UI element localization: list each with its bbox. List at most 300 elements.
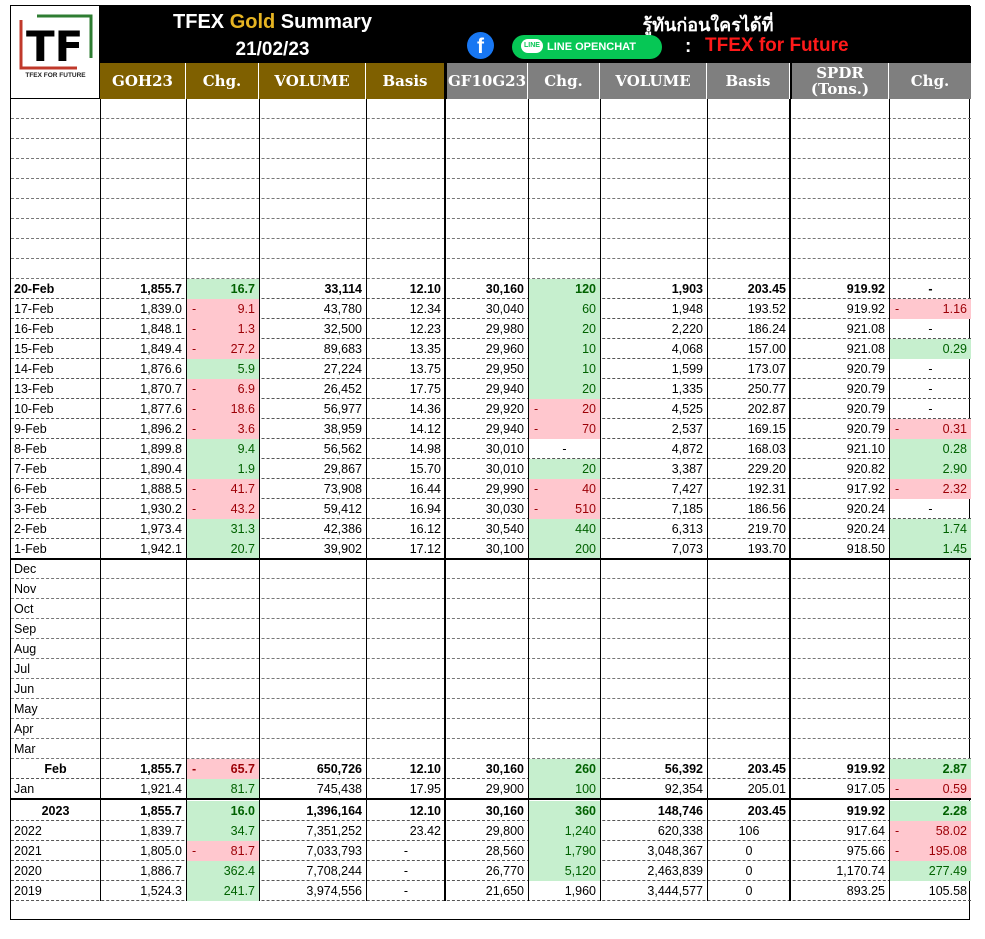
table-row xyxy=(11,279,971,299)
goh-change-value: 27.2 xyxy=(230,342,255,356)
goh-volume: 42,386 xyxy=(323,522,362,536)
spdr-tons: 921.08 xyxy=(846,342,885,356)
goh-basis: 13.75 xyxy=(409,362,441,376)
spdr-change-value: 58.02 xyxy=(935,824,967,838)
gf-change xyxy=(529,399,600,419)
row-label: 17-Feb xyxy=(14,302,54,316)
spdr-change xyxy=(890,299,971,319)
goh-price: 1,899.8 xyxy=(140,442,182,456)
goh-basis: - xyxy=(403,844,409,858)
table-row xyxy=(11,821,971,841)
minus-sign: - xyxy=(534,502,539,516)
row-label: 3-Feb xyxy=(14,502,47,516)
goh-price: 1,805.0 xyxy=(140,844,182,858)
goh-price: 1,848.1 xyxy=(140,322,182,336)
blank-row xyxy=(11,259,971,279)
gf-change xyxy=(529,881,600,901)
col-spdr: SPDR (Tons.) xyxy=(790,63,889,99)
goh-price: 1,855.7 xyxy=(140,762,182,776)
gf-change xyxy=(529,459,600,479)
goh-basis: 14.12 xyxy=(409,422,441,436)
goh-basis: - xyxy=(403,884,409,898)
spdr-tons: 893.25 xyxy=(846,884,885,898)
goh-basis: 16.44 xyxy=(409,482,441,496)
gf-price: 30,160 xyxy=(485,282,524,296)
spdr-change xyxy=(890,881,971,901)
goh-basis: 12.34 xyxy=(409,302,441,316)
gf-change-value: 5,120 xyxy=(564,864,596,878)
blank-row xyxy=(11,679,971,699)
gf-change xyxy=(529,339,600,359)
column-line xyxy=(789,99,791,901)
goh-price: 1,839.7 xyxy=(140,824,182,838)
spdr-change xyxy=(890,841,971,861)
gf-change xyxy=(529,439,600,459)
row-label: 2022 xyxy=(14,824,42,838)
goh-change-value: 9.4 xyxy=(237,442,255,456)
goh-change-value: 31.3 xyxy=(230,522,255,536)
gf-basis: 203.45 xyxy=(747,804,786,818)
minus-sign: - xyxy=(895,844,900,858)
goh-change xyxy=(187,479,259,499)
goh-change xyxy=(187,759,259,779)
spdr-tons: 917.92 xyxy=(846,482,885,496)
gf-volume: 2,537 xyxy=(671,422,703,436)
gf-basis: 169.15 xyxy=(747,422,786,436)
table-row xyxy=(11,459,971,479)
goh-volume: 38,959 xyxy=(323,422,362,436)
goh-change-value: 1.9 xyxy=(237,462,255,476)
goh-change-value: 81.7 xyxy=(230,844,255,858)
spdr-tons: 919.92 xyxy=(846,762,885,776)
goh-price: 1,942.1 xyxy=(140,542,182,556)
gf-basis: 202.87 xyxy=(747,402,786,416)
minus-sign: - xyxy=(895,422,900,436)
gf-volume: 2,463,839 xyxy=(647,864,703,878)
gf-change-value: 20 xyxy=(582,382,596,396)
month-label: Oct xyxy=(14,602,34,616)
gf-basis: 0 xyxy=(745,844,753,858)
spdr-change xyxy=(890,419,971,439)
gf-volume: 7,073 xyxy=(671,542,703,556)
title-suffix: Summary xyxy=(275,11,372,33)
goh-volume: 26,452 xyxy=(323,382,362,396)
goh-change-value: 16.7 xyxy=(230,282,255,296)
row-label: 14-Feb xyxy=(14,362,54,376)
gf-change xyxy=(529,379,600,399)
gf-change xyxy=(529,279,600,299)
table-row xyxy=(11,519,971,539)
gf-basis: 106 xyxy=(738,824,760,838)
gf-price: 29,920 xyxy=(485,402,524,416)
gf-price: 30,030 xyxy=(485,502,524,516)
goh-change-value: 362.4 xyxy=(223,864,255,878)
table-row xyxy=(11,359,971,379)
line-label: LINE OPENCHAT xyxy=(547,41,637,53)
spdr-tons: 920.24 xyxy=(846,522,885,536)
row-label: 6-Feb xyxy=(14,482,47,496)
column-headers xyxy=(100,63,971,99)
col-gbasis: Basis xyxy=(707,63,790,99)
minus-sign: - xyxy=(192,322,197,336)
gf-change xyxy=(529,779,600,799)
goh-change xyxy=(187,519,259,539)
line-openchat-badge[interactable] xyxy=(512,35,662,59)
spdr-change xyxy=(890,779,971,799)
logo-letters: TF xyxy=(26,22,84,71)
minus-sign: - xyxy=(192,342,197,356)
gf-basis: 193.70 xyxy=(747,542,786,556)
blank-row xyxy=(11,599,971,619)
spdr-change-value: 2.28 xyxy=(942,804,967,818)
month-label: Nov xyxy=(14,582,37,596)
spdr-tons: 920.79 xyxy=(846,382,885,396)
gf-price: 29,800 xyxy=(485,824,524,838)
goh-volume: 39,902 xyxy=(323,542,362,556)
goh-price: 1,855.7 xyxy=(140,282,182,296)
title-block xyxy=(100,6,445,63)
gf-price: 30,010 xyxy=(485,442,524,456)
gf-price: 30,160 xyxy=(485,804,524,818)
spdr-change xyxy=(890,279,971,299)
gf-change-value: 200 xyxy=(575,542,596,556)
spdr-change xyxy=(890,459,971,479)
gf-basis: 203.45 xyxy=(747,762,786,776)
page-title xyxy=(100,11,445,34)
gf-change-value: 360 xyxy=(575,804,596,818)
blank-row xyxy=(11,639,971,659)
col-spdr-chg: Chg. xyxy=(889,63,971,99)
gf-change xyxy=(529,759,600,779)
spdr-tons: 917.05 xyxy=(846,782,885,796)
goh-change xyxy=(187,299,259,319)
gf-price: 28,560 xyxy=(485,844,524,858)
colon: : xyxy=(685,36,692,57)
column-line xyxy=(259,99,260,901)
blank-row xyxy=(11,559,971,579)
row-label: 20-Feb xyxy=(14,282,55,296)
goh-volume: 27,224 xyxy=(323,362,362,376)
spdr-change-value: 0.31 xyxy=(942,422,967,436)
spdr-change xyxy=(890,339,971,359)
gf-basis: 186.56 xyxy=(747,502,786,516)
goh-change xyxy=(187,539,259,559)
gf-volume: 2,220 xyxy=(671,322,703,336)
minus-sign: - xyxy=(192,762,197,776)
gf-basis: 173.07 xyxy=(747,362,786,376)
goh-change xyxy=(187,399,259,419)
goh-volume: 3,974,556 xyxy=(306,884,362,898)
blank-row xyxy=(11,619,971,639)
col-gf10g23: GF10G23 xyxy=(445,63,528,99)
gf-change-value: 1,960 xyxy=(564,884,596,898)
goh-price: 1,524.3 xyxy=(140,884,182,898)
table-row xyxy=(11,779,971,799)
goh-change xyxy=(187,459,259,479)
spdr-change-value: - xyxy=(928,402,933,416)
facebook-icon[interactable]: f xyxy=(467,32,494,59)
spdr-change-value: 2.90 xyxy=(942,462,967,476)
row-label: 9-Feb xyxy=(14,422,47,436)
gf-change xyxy=(529,539,600,559)
gf-price: 29,980 xyxy=(485,322,524,336)
goh-basis: 23.42 xyxy=(409,824,441,838)
goh-change xyxy=(187,821,259,841)
spdr-change-value: 277.49 xyxy=(928,864,967,878)
column-line xyxy=(366,99,367,901)
row-label: Jan xyxy=(14,782,35,796)
goh-volume: 7,708,244 xyxy=(306,864,362,878)
goh-basis: 16.12 xyxy=(409,522,441,536)
gf-volume: 620,338 xyxy=(657,824,703,838)
logo-text: TFEX FOR FUTURE xyxy=(25,72,86,79)
spdr-tons: 918.50 xyxy=(846,542,885,556)
gf-change xyxy=(529,419,600,439)
spdr-tons: 1,170.74 xyxy=(836,864,885,878)
gf-change-value: 10 xyxy=(582,362,596,376)
blank-row xyxy=(11,739,971,759)
spdr-change xyxy=(890,759,971,779)
goh-volume: 7,033,793 xyxy=(306,844,362,858)
summary-sheet xyxy=(10,5,970,920)
table-row xyxy=(11,479,971,499)
goh-change xyxy=(187,881,259,901)
gf-volume: 1,903 xyxy=(671,282,703,296)
spdr-change-value: 1.16 xyxy=(942,302,967,316)
spdr-change xyxy=(890,519,971,539)
spdr-tons: 919.92 xyxy=(846,804,885,818)
spdr-change-value: 0.29 xyxy=(942,342,967,356)
goh-change-value: 41.7 xyxy=(230,482,255,496)
spdr-change-value: 1.45 xyxy=(942,542,967,556)
minus-sign: - xyxy=(534,482,539,496)
goh-basis: 17.95 xyxy=(409,782,441,796)
gf-price: 29,950 xyxy=(485,362,524,376)
spdr-change xyxy=(890,479,971,499)
minus-sign: - xyxy=(192,302,197,316)
row-label: Feb xyxy=(44,762,67,776)
goh-volume: 29,867 xyxy=(323,462,362,476)
gf-volume: 1,599 xyxy=(671,362,703,376)
gf-change-value: 20 xyxy=(582,462,596,476)
goh-change xyxy=(187,359,259,379)
gf-price: 26,770 xyxy=(485,864,524,878)
col-basis: Basis xyxy=(366,63,445,99)
goh-price: 1,876.6 xyxy=(140,362,182,376)
gf-change-value: 20 xyxy=(582,402,596,416)
gf-change-value: 20 xyxy=(582,322,596,336)
table-row xyxy=(11,299,971,319)
blank-row xyxy=(11,579,971,599)
goh-volume: 59,412 xyxy=(323,502,362,516)
column-line xyxy=(528,99,529,901)
goh-basis: 17.12 xyxy=(409,542,441,556)
spdr-change xyxy=(890,359,971,379)
goh-price: 1,839.0 xyxy=(140,302,182,316)
gf-volume: 148,746 xyxy=(657,804,703,818)
gf-change-value: 100 xyxy=(575,782,596,796)
goh-basis: 13.35 xyxy=(409,342,441,356)
gf-change xyxy=(529,499,600,519)
minus-sign: - xyxy=(192,482,197,496)
gf-price: 29,960 xyxy=(485,342,524,356)
gf-volume: 1,335 xyxy=(671,382,703,396)
month-label: May xyxy=(14,702,38,716)
gf-volume: 56,392 xyxy=(664,762,703,776)
gf-volume: 6,313 xyxy=(671,522,703,536)
goh-volume: 650,726 xyxy=(316,762,362,776)
goh-change xyxy=(187,861,259,881)
spdr-tons: 920.79 xyxy=(846,422,885,436)
gf-change xyxy=(529,359,600,379)
table-row xyxy=(11,439,971,459)
goh-price: 1,855.7 xyxy=(140,804,182,818)
table-row xyxy=(11,539,971,559)
table-row xyxy=(11,399,971,419)
row-label: 2021 xyxy=(14,844,42,858)
spdr-change xyxy=(890,379,971,399)
spdr-tons: 920.79 xyxy=(846,362,885,376)
goh-basis: 12.10 xyxy=(409,282,441,296)
goh-change xyxy=(187,439,259,459)
gf-volume: 92,354 xyxy=(664,782,703,796)
table-row xyxy=(11,379,971,399)
row-label: 2020 xyxy=(14,864,42,878)
spdr-tons: 919.92 xyxy=(846,302,885,316)
month-label: Mar xyxy=(14,742,36,756)
minus-sign: - xyxy=(895,302,900,316)
goh-basis: 16.94 xyxy=(409,502,441,516)
spdr-change-value: 1.74 xyxy=(942,522,967,536)
gf-change-value: 120 xyxy=(575,282,596,296)
minus-sign: - xyxy=(895,482,900,496)
gf-basis: 157.00 xyxy=(747,342,786,356)
table-row xyxy=(11,861,971,881)
column-line xyxy=(186,99,187,901)
goh-volume: 73,908 xyxy=(323,482,362,496)
blank-row xyxy=(11,99,971,119)
channel-name: TFEX for Future xyxy=(705,35,849,56)
gf-basis: 186.24 xyxy=(747,322,786,336)
goh-change-value: 81.7 xyxy=(230,782,255,796)
minus-sign: - xyxy=(192,502,197,516)
spdr-tons: 919.92 xyxy=(846,282,885,296)
goh-change xyxy=(187,801,259,821)
spdr-change-value: - xyxy=(928,362,933,376)
col-gvolume: VOLUME xyxy=(600,63,707,99)
gf-basis: 193.52 xyxy=(747,302,786,316)
blank-row xyxy=(11,139,971,159)
gf-change-value: 1,790 xyxy=(564,844,596,858)
gf-change xyxy=(529,479,600,499)
column-line xyxy=(100,99,101,901)
row-label: 16-Feb xyxy=(14,322,54,336)
gf-change xyxy=(529,299,600,319)
minus-sign: - xyxy=(895,824,900,838)
goh-change-value: 9.1 xyxy=(237,302,255,316)
row-label: 10-Feb xyxy=(14,402,54,416)
goh-price: 1,870.7 xyxy=(140,382,182,396)
column-line xyxy=(889,99,890,901)
gf-price: 29,900 xyxy=(485,782,524,796)
table-row xyxy=(11,841,971,861)
row-label: 1-Feb xyxy=(14,542,47,556)
goh-change xyxy=(187,499,259,519)
spdr-change-value: 0.28 xyxy=(942,442,967,456)
blank-row xyxy=(11,719,971,739)
gf-change-value: 40 xyxy=(582,482,596,496)
month-label: Apr xyxy=(14,722,34,736)
month-label: Dec xyxy=(14,562,37,576)
gf-change-value: 260 xyxy=(575,762,596,776)
goh-change-value: 241.7 xyxy=(223,884,255,898)
gf-change-value: - xyxy=(562,442,567,456)
spdr-change xyxy=(890,319,971,339)
table-row xyxy=(11,881,971,901)
spdr-change xyxy=(890,801,971,821)
goh-change xyxy=(187,419,259,439)
goh-change-value: 43.2 xyxy=(230,502,255,516)
row-label: 8-Feb xyxy=(14,442,47,456)
goh-volume: 56,562 xyxy=(323,442,362,456)
gf-volume: 3,048,367 xyxy=(647,844,703,858)
spdr-tons: 920.24 xyxy=(846,502,885,516)
gf-change xyxy=(529,861,600,881)
goh-volume: 745,438 xyxy=(316,782,362,796)
goh-volume: 56,977 xyxy=(323,402,362,416)
goh-basis: 17.75 xyxy=(409,382,441,396)
line-icon: LINE xyxy=(521,39,543,53)
goh-basis: - xyxy=(403,864,409,878)
spdr-tons: 920.82 xyxy=(846,462,885,476)
gf-price: 30,040 xyxy=(485,302,524,316)
section-divider xyxy=(11,798,971,800)
tf-logo-icon xyxy=(17,14,95,72)
gf-basis: 205.01 xyxy=(747,782,786,796)
spdr-tons: 921.10 xyxy=(846,442,885,456)
goh-change xyxy=(187,279,259,299)
goh-price: 1,890.4 xyxy=(140,462,182,476)
goh-price: 1,886.7 xyxy=(140,864,182,878)
goh-basis: 14.36 xyxy=(409,402,441,416)
gf-price: 21,650 xyxy=(485,884,524,898)
gf-price: 30,540 xyxy=(485,522,524,536)
goh-change-value: 3.6 xyxy=(237,422,255,436)
gf-volume: 3,444,577 xyxy=(647,884,703,898)
blank-row xyxy=(11,219,971,239)
table-row xyxy=(11,759,971,779)
gf-price: 30,160 xyxy=(485,762,524,776)
gf-change xyxy=(529,319,600,339)
row-label: 2023 xyxy=(41,804,70,818)
table-row xyxy=(11,801,971,821)
spdr-change-value: - xyxy=(928,382,933,396)
gf-change xyxy=(529,821,600,841)
gf-basis: 203.45 xyxy=(747,282,786,296)
goh-volume: 32,500 xyxy=(323,322,362,336)
gf-change-value: 510 xyxy=(575,502,596,516)
minus-sign: - xyxy=(192,402,197,416)
report-date: 21/02/23 xyxy=(235,39,310,60)
gf-volume: 1,948 xyxy=(671,302,703,316)
goh-volume: 43,780 xyxy=(323,302,362,316)
goh-price: 1,930.2 xyxy=(140,502,182,516)
goh-change-value: 18.6 xyxy=(230,402,255,416)
gf-volume: 3,387 xyxy=(671,462,703,476)
goh-change-value: 34.7 xyxy=(230,824,255,838)
col-gchg: Chg. xyxy=(528,63,600,99)
goh-price: 1,896.2 xyxy=(140,422,182,436)
